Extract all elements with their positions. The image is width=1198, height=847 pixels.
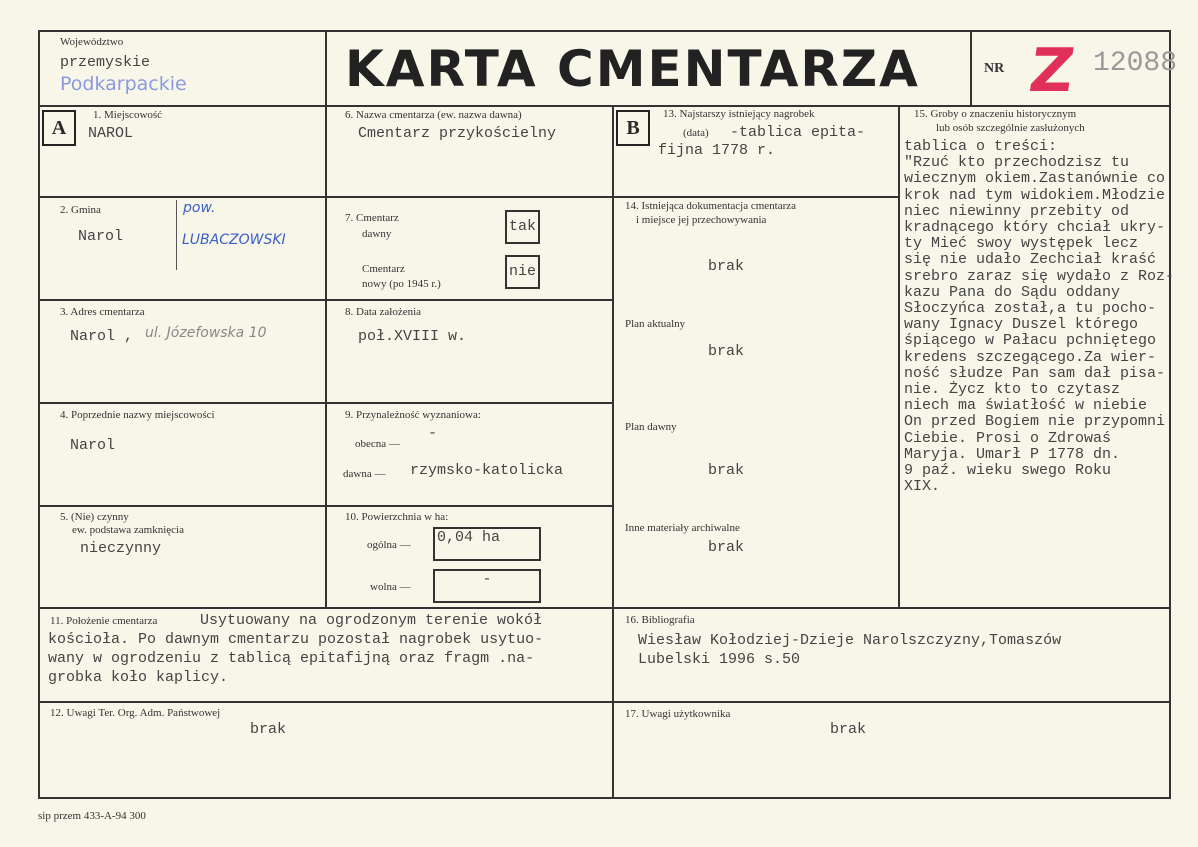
f7-nowy-value: nie [505,255,540,289]
inne-materialy-label: Inne materiały archiwalne [625,522,740,534]
f15-line: Ciebie. Prosi o Zdrowaś [904,429,1112,447]
divider [38,505,614,507]
f14-label: 14. Istniejąca dokumentacja cmentarza [625,200,797,212]
f10-ogolna-label: ogólna — [367,539,411,551]
f14-label2: i miejsce jej przechowywania [636,214,767,226]
f11-label: 11. Położenie cmentarza [50,615,158,627]
inne-materialy-value: brak [708,539,745,556]
nr-value: 12088 [1093,48,1178,79]
wojewodztwo-stamp: Podkarpackie [60,73,187,95]
f12-value: brak [250,721,287,738]
f15-line: XIX. [904,478,941,496]
f15-line: Maryja. Umarł P 1778 dn. [904,445,1121,463]
f5-label: 5. (Nie) czynny [60,511,129,523]
f8-value: poł.XVIII w. [358,328,467,345]
handwritten-line [176,200,177,270]
f14-value: brak [708,258,745,275]
f15-line: srebro zaraz się wydało z Roz- [904,267,1175,285]
footer-code: sip przem 433-A-94 300 [38,810,146,822]
f13-data-label: (data) [683,127,709,139]
f5-label2: ew. podstawa zamknięcia [72,524,184,536]
f15-line: tablica o treści: [904,138,1058,155]
f15-text [904,139,1194,495]
f1-label: 1. Miejscowość [93,109,163,121]
f15-line: kazu Pana do Sądu oddany [904,283,1121,301]
section-b-marker: B [616,110,650,146]
f15-line: wiecznym okiem.Zastanównie co [904,170,1166,188]
plan-aktualny-value: brak [708,343,745,360]
f4-value: Narol [70,437,116,454]
f13-value1: -tablica epita- [730,124,866,141]
plan-dawny-label: Plan dawny [625,421,677,433]
f5-value: nieczynny [80,540,162,557]
f15-line: niec niewinny przebity od [904,202,1130,220]
f9-obecna-value: - [428,425,438,442]
f17-label: 17. Uwagi użytkownika [625,708,731,720]
section-a-marker: A [42,110,76,146]
f15-line: 9 paź. wieku swego Roku [904,462,1112,480]
f10-ogolna-value: 0,04 ha [433,527,541,561]
f17-value: brak [830,721,867,738]
f13-value2: fijna 1778 r. [658,142,776,159]
f15-line: się nie udało Zechciał kraść [904,251,1157,269]
f15-label: 15. Groby o znaczeniu historycznym [914,108,1077,120]
f15-line: On przed Bogiem nie przypomni [904,413,1166,431]
f15-line: wany Ignacy Duszel którego [904,316,1139,334]
f16-line1: Wiesław Kołodziej-Dzieje Narolszczyzny,Tomaszów [638,632,1062,649]
f15-line: krok nad tym widokiem.Młodzie [904,186,1166,204]
f10-label: 10. Powierzchnia w ha: [345,511,449,523]
f3-hand-address: ul. Józefowska 10 [145,325,267,341]
plan-aktualny-label: Plan aktualny [625,318,686,330]
f7-dawny-label: dawny [362,228,392,240]
f2-hand-pow: pow. [183,200,216,216]
f8-label: 8. Data założenia [345,306,422,318]
f11-line: Usytuowany na ogrodzonym terenie wokół [200,612,543,629]
f9-obecna-label: obecna — [355,438,400,450]
f15-line: kradnącego który chciał ukry- [904,219,1166,237]
divider [38,299,614,301]
f11-line: wany w ogrodzeniu z tablicą epitafijną oraz fragm .na- [48,650,535,667]
f2-label: 2. Gmina [60,204,101,216]
f7-dawny-value: tak [505,210,540,244]
nr-letter-stamp: Z [1025,36,1079,106]
f2-hand-county: LUBACZOWSKI [182,232,286,248]
nr-label: NR [984,61,1005,76]
f9-dawna-label: dawna — [343,468,386,480]
divider [38,196,614,198]
plan-dawny-value: brak [708,462,745,479]
f15-line: "Rzuć kto przechodzisz tu [904,154,1130,172]
f4-label: 4. Poprzednie nazwy miejscowości [60,409,215,421]
f15-label2: lub osób szczególnie zasłużonych [936,122,1085,134]
f10-wolna-value: - [433,569,541,603]
wojewodztwo-value: przemyskie [60,54,151,71]
f15-line: ność słudze Pan sam dał pisa- [904,364,1166,382]
f7-label: 7. Cmentarz [345,212,399,224]
f7-nowy-label: nowy (po 1945 r.) [362,278,441,290]
f16-label: 16. Bibliografia [625,614,695,626]
divider [38,402,614,404]
f9-label: 9. Przynależność wyznaniowa: [345,409,481,421]
f9-dawna-value: rzymsko-katolicka [410,462,564,479]
f3-label: 3. Adres cmentarza [60,306,145,318]
f16-line2: Lubelski 1996 s.50 [638,651,801,668]
f3-value: Narol , [70,328,134,345]
f7-label-new: Cmentarz [362,263,405,275]
divider [612,196,900,198]
f13-label: 13. Najstarszy istniejący nagrobek [663,108,815,120]
f2-value: Narol [78,228,124,245]
f15-line: śpiącego w Pałacu pchniętego [904,332,1157,350]
f10-wolna-label: wolna — [370,581,411,593]
f15-line: kredens szczegącego.Za wier- [904,348,1157,366]
f11-line: kościoła. Po dawnym cmentarzu pozostał nagrobek usytuo- [48,631,544,648]
f12-label: 12. Uwagi Ter. Org. Adm. Państwowej [50,707,221,719]
f15-line: Słoczyńca został,a tu pocho- [904,300,1157,318]
f11-line: grobka koło kaplicy. [48,669,229,686]
wojewodztwo-label: Województwo [60,36,124,48]
f15-line: ty Mieć swoy występek lecz [904,235,1139,253]
f6-value: Cmentarz przykościelny [358,125,557,142]
f15-line: niech ma światłość w niebie [904,397,1148,415]
f15-line: nie. Życz kto to czytasz [904,381,1121,399]
f1-value: NAROL [88,125,134,142]
f6-label: 6. Nazwa cmentarza (ew. nazwa dawna) [345,109,522,121]
page-title: KARTA CMENTARZA [345,40,920,98]
